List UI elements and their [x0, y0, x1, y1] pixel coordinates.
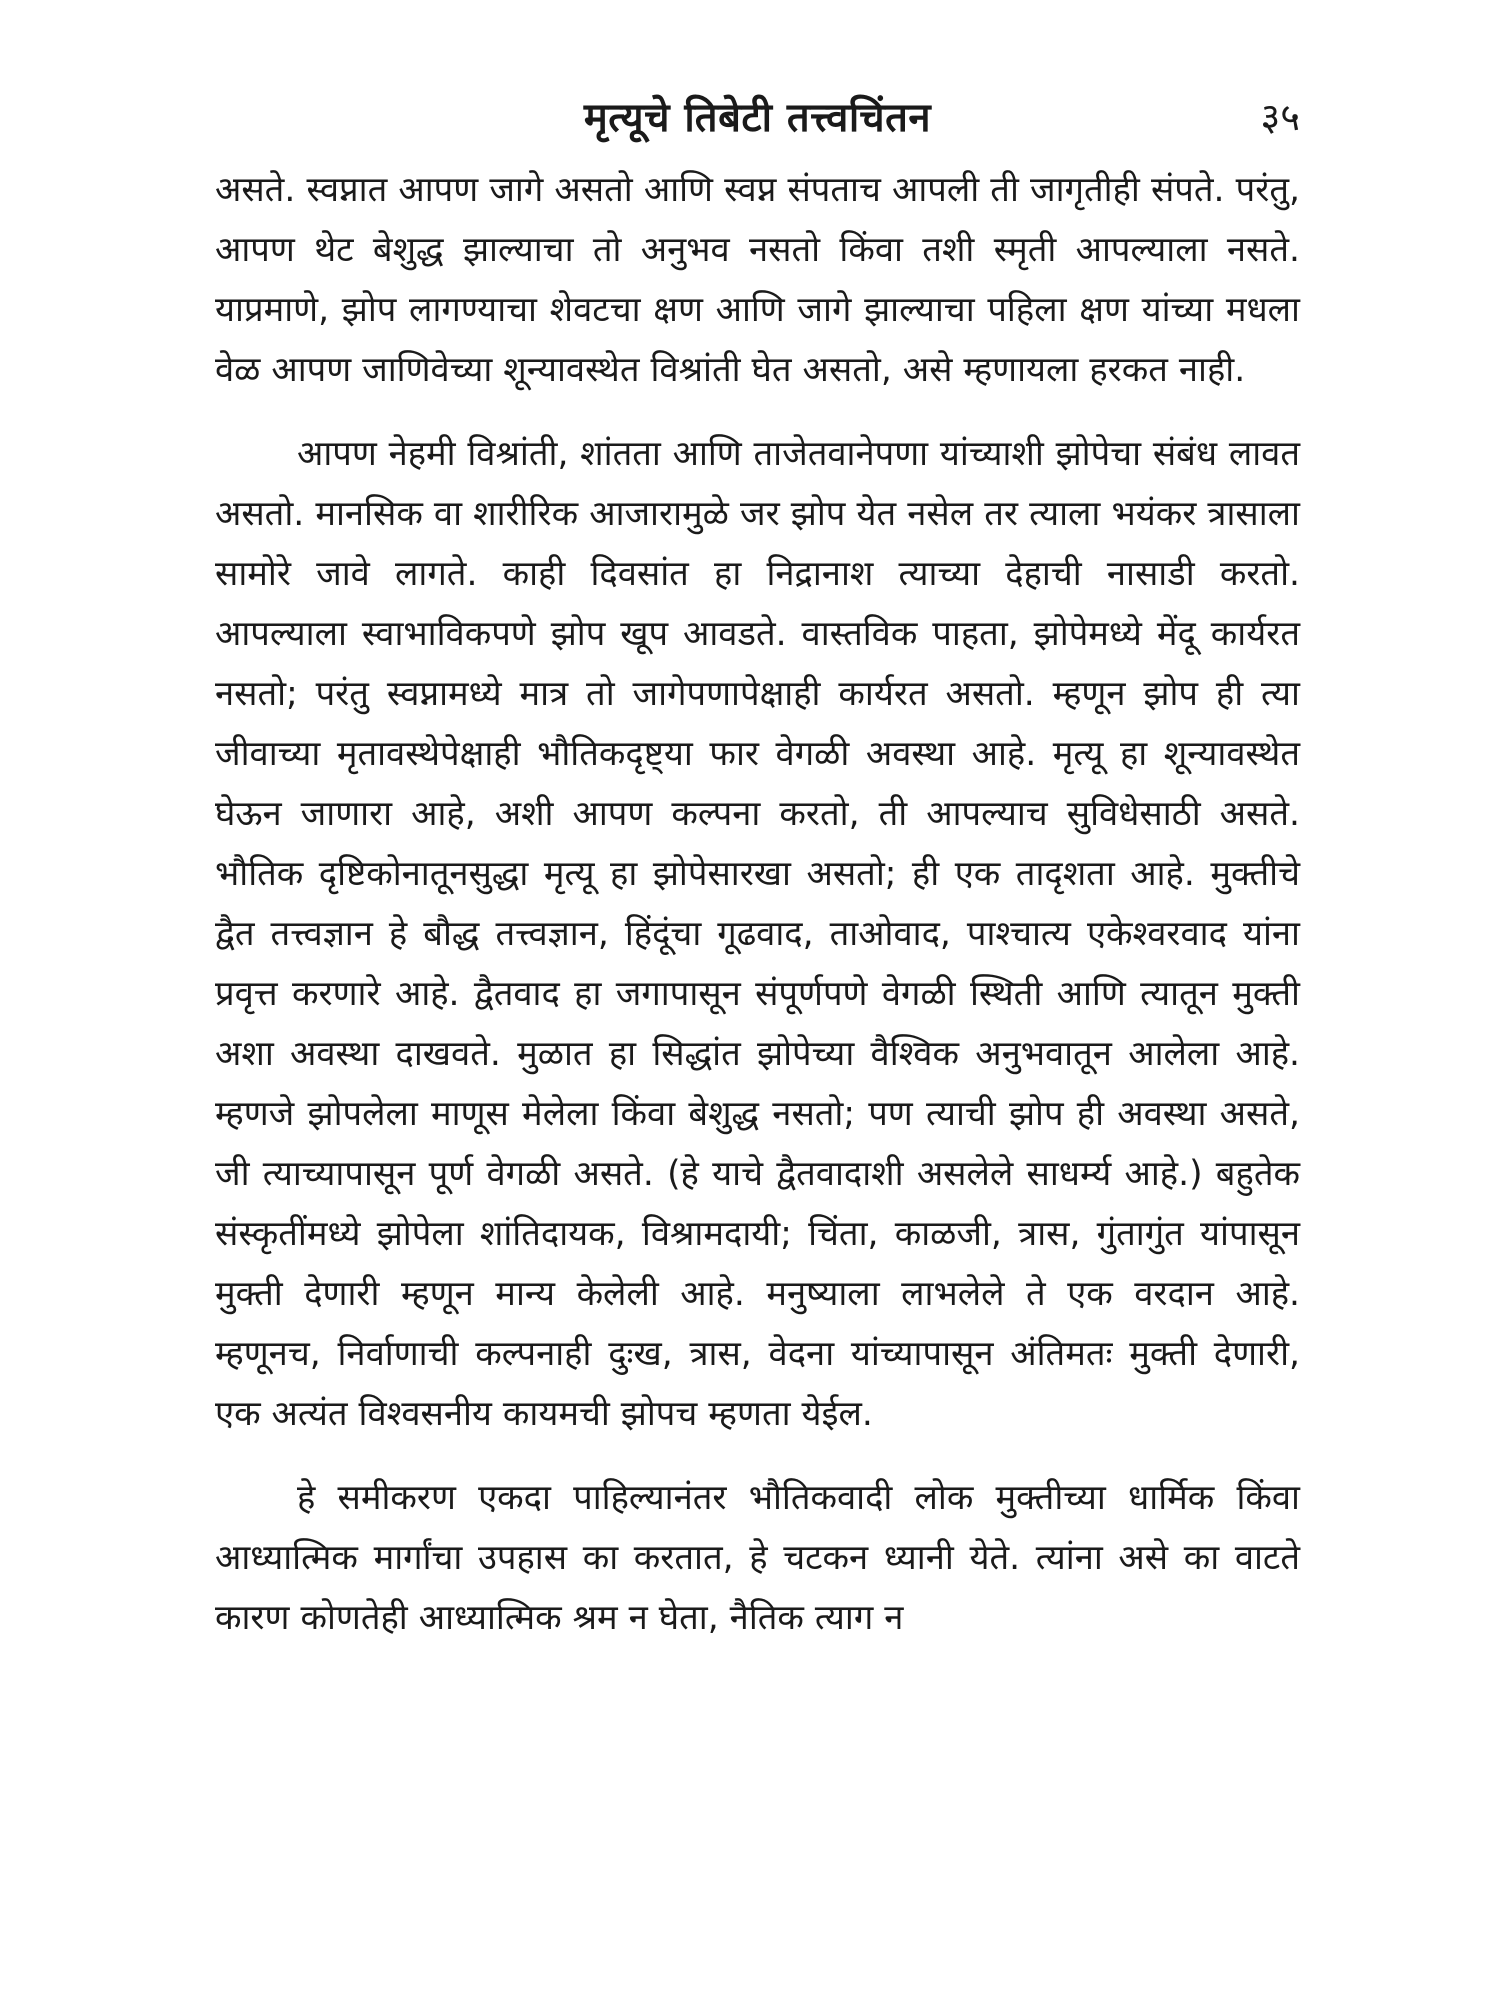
- running-head: [215, 88, 1300, 148]
- book-title: मृत्यूचे तिबेटी तत्त्वचिंतन: [583, 95, 932, 141]
- paragraph-3: हे समीकरण एकदा पाहिल्यानंतर भौतिकवादी लोक मुक्तीच्या धार्मिक किंवा आध्यात्मिक मार्गांचा उपहास का करतात, हे चटकन ध्यानी येते. त्यांना असे का वाटते कारण कोणतेही आध्यात्मिक श्रम न घेता, नैतिक त्याग न: [215, 1478, 1300, 1638]
- page-number: ३५: [1260, 95, 1300, 139]
- body-text: [215, 160, 1300, 1648]
- paragraph-2: आपण नेहमी विश्रांती, शांतता आणि ताजेतवानेपणा यांच्याशी झोपेचा संबंध लावत असतो. मानसिक वा शारीरिक आजारामुळे जर झोप येत नसेल तर त्याला भयंकर त्रासाला सामोरे जावे लागते. काही दिवसांत हा निद्रानाश त्याच्या देहाची नासाडी करतो. आपल्याला स्वाभाविकपणे झोप खूप आवडते. वास्तविक पाहता, झोपेमध्ये मेंदू कार्यरत नसतो; परंतु स्वप्नामध्ये मात्र तो जागेपणापेक्षाही कार्यरत असतो. म्हणून झोप ही त्या जीवाच्या मृतावस्थेपेक्षाही भौतिकदृष्ट्या फार वेगळी अवस्था आहे. मृत्यू हा शून्यावस्थेत घेऊन जाणारा आहे, अशी आपण कल्पना करतो, ती आपल्याच सुविधेसाठी असते. भौतिक दृष्टिकोनातूनसुद्धा मृत्यू हा झोपेसारखा असतो; ही एक तादृशता आहे. मुक्तीचे द्वैत तत्त्वज्ञान हे बौद्ध तत्त्वज्ञान, हिंदूंचा गूढवाद, ताओवाद, पाश्चात्य एकेश्वरवाद यांना प्रवृत्त करणारे आहे. द्वैतवाद हा जगापासून संपूर्णपणे वेगळी स्थिती आणि त्यातून मुक्ती अशा अवस्था दाखवते. मुळात हा सिद्धांत झोपेच्या वैश्विक अनुभवातून आलेला आहे. म्हणजे झोपलेला माणूस मेलेला किंवा बेशुद्ध नसतो; पण त्याची झोप ही अवस्था असते, जी त्याच्यापासून पूर्ण वेगळी असते. (हे याचे द्वैतवादाशी असलेले साधर्म्य आहे.) बहुतेक संस्कृतींमध्ये झोपेला शांतिदायक, विश्रामदायी; चिंता, काळजी, त्रास, गुंतागुंत यांपासून मुक्ती देणारी म्हणून मान्य केलेली आहे. मनुष्याला लाभलेले ते एक वरदान आहे. म्हणूनच, निर्वाणाची कल्पनाही दुःख, त्रास, वेदना यांच्यापासून अंतिमतः मुक्ती देणारी, एक अत्यंत विश्वसनीय कायमची झोपच म्हणता येईल.: [215, 434, 1300, 1434]
- paragraph-1: असते. स्वप्नात आपण जागे असतो आणि स्वप्न संपताच आपली ती जागृतीही संपते. परंतु, आपण थेट बेशुद्ध झाल्याचा तो अनुभव नसतो किंवा तशी स्मृती आपल्याला नसते. याप्रमाणे, झोप लागण्याचा शेवटचा क्षण आणि जागे झाल्याचा पहिला क्षण यांच्या मधला वेळ आपण जाणिवेच्या शून्यावस्थेत विश्रांती घेत असतो, असे म्हणायला हरकत नाही.: [215, 170, 1300, 390]
